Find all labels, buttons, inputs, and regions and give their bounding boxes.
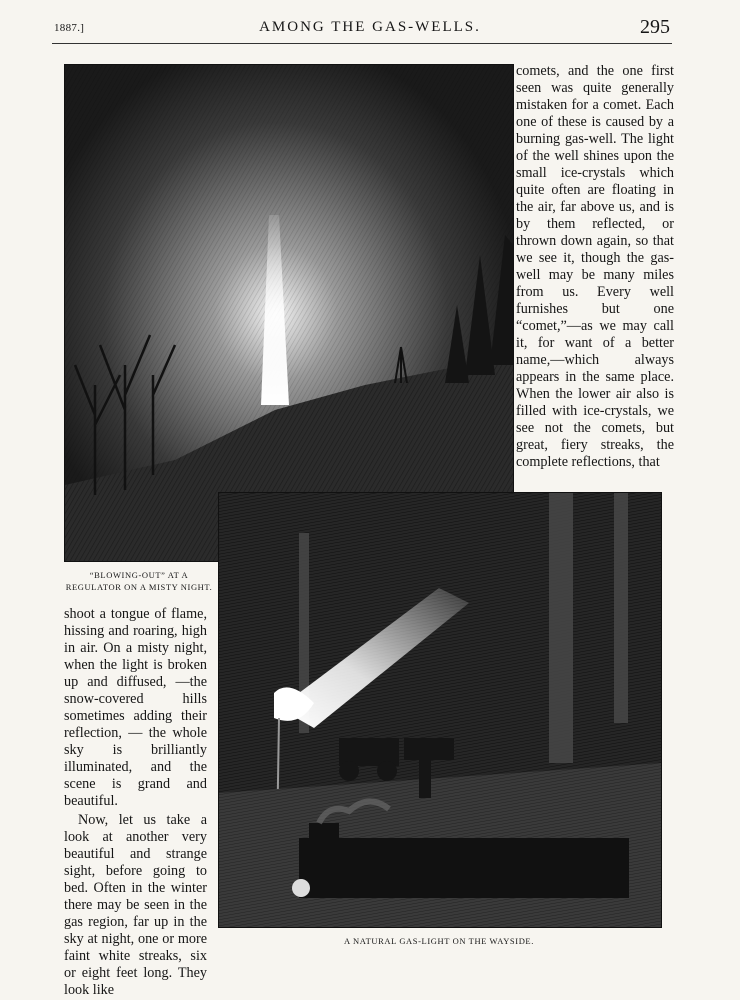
wayside-caption: A NATURAL GAS-LIGHT ON THE WAYSIDE. xyxy=(344,936,534,946)
paragraph: shoot a tongue of flame, hissing and roaring, high in air. On a misty night, when the light is broken up and diffused, —the snow-covered hills sometimes adding their reflection, — the whole sky is brilliantly illuminated, and the scene is grand and beautiful. xyxy=(64,606,207,809)
paragraph: Now, let us take a look at another very beautiful and strange sight, before going to bed. Often in the winter there may be seen in the gas region, far up in the sky at night, one or more faint white streaks, six or eight feet long. They look like xyxy=(64,812,207,998)
right-text-column xyxy=(516,63,674,471)
header-rule xyxy=(52,43,672,44)
page-number: 295 xyxy=(640,16,670,38)
paragraph: comets, and the one first seen was quite generally mistaken for a comet. Each one of these is caused by a burning gas-well. The light of the well shines upon the small ice-crystals which quite often are floating in the air, far above us, and is by them reflected, or thrown down again, so that we see it, though the gas-well may be many miles from us. Every well furnishes but one “comet,”—as we may call it, for want of a better name,—which always appears in the same place. When the lower air also is filled with ice-crystals, we see not the comets, but great, fiery streaks, the complete reflections, that xyxy=(516,63,674,470)
header-date: 1887.] xyxy=(54,22,85,34)
running-title: AMONG THE GAS-WELLS. xyxy=(259,19,481,35)
left-text-column xyxy=(64,606,207,999)
gas-well-illustration xyxy=(64,64,514,562)
wayside-illustration xyxy=(218,492,662,928)
gas-well-caption: “BLOWING-OUT” AT A REGULATOR ON A MISTY NIGHT. xyxy=(65,570,213,592)
